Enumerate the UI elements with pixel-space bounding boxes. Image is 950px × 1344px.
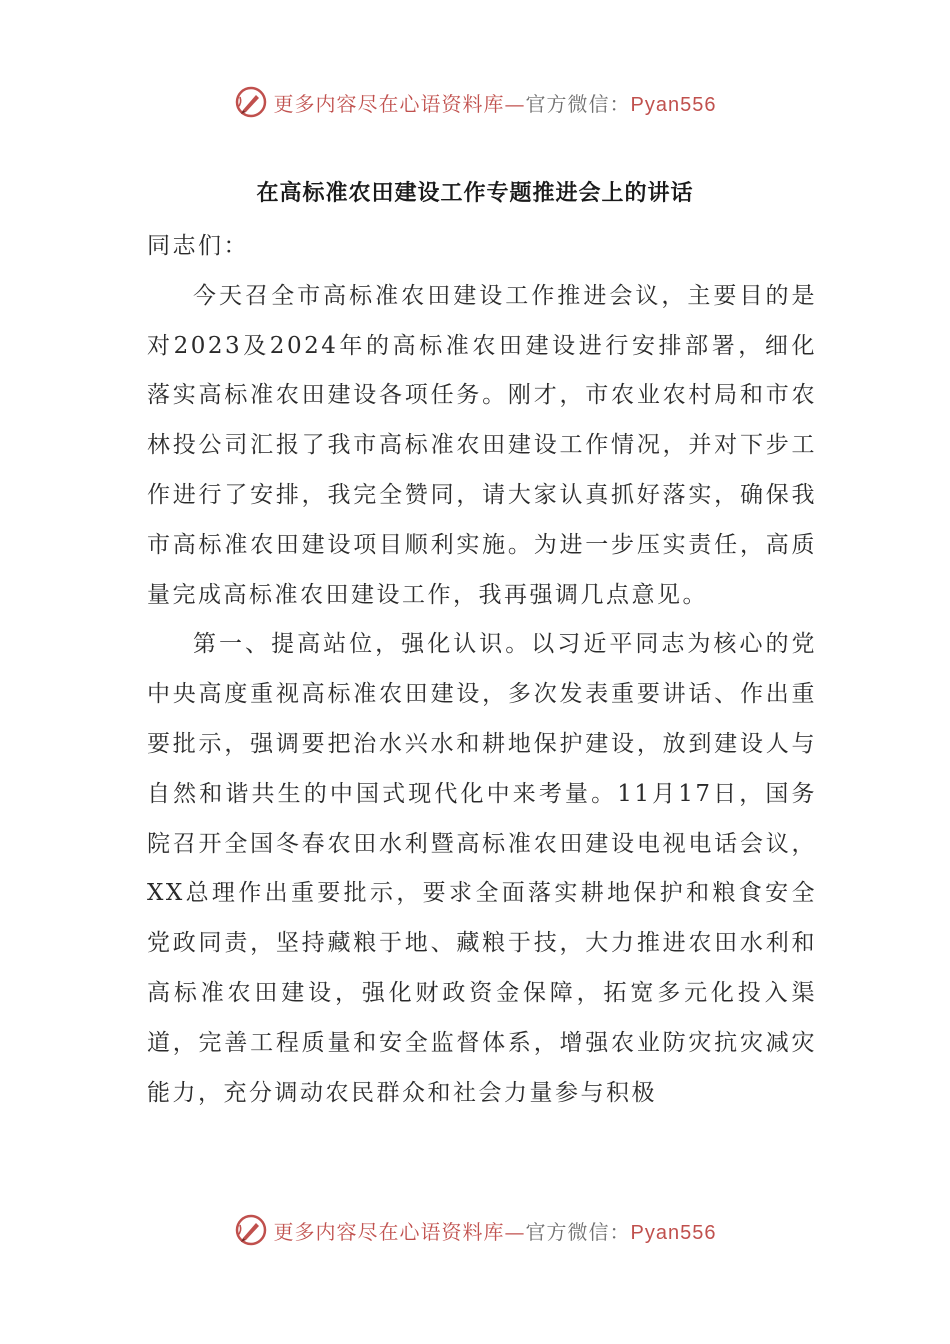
watermark-text xyxy=(274,1216,717,1245)
paragraph-1: 今天召全市高标准农田建设工作推进会议，主要目的是对2023及2024年的高标准农田建设进行安排部署，细化落实高标准农田建设各项任务。刚才，市农业农村局和市农林投公司汇报了我市高标准农田建设工作情况，并对下步工作进行了安排，我完全赞同，请大家认真抓好落实，确保我市高标准农田建设项目顺利实施。为进一步压实责任，高质量完成高标准农田建设工作，我再强调几点意见。 xyxy=(147,282,817,608)
document-title: 在高标准农田建设工作专题推进会上的讲话 xyxy=(256,181,694,206)
watermark-dash: — xyxy=(504,91,526,116)
watermark-id: Pyan556 xyxy=(630,93,717,116)
watermark-text xyxy=(274,88,717,117)
paragraph-2: 第一、提高站位，强化认识。以习近平同志为核心的党中央高度重视高标准农田建设，多次发表重要讲话、作出重要批示，强调要把治水兴水和耕地保护建设，放到建设人与自然和谐共生的中国式现代化中来考量。11月17日，国务院召开全国冬春农田水利暨高标准农田建设电视电话会议，XX总理作出重要批示，要求全面落实耕地保护和粮食安全党政同责，坚持藏粮于地、藏粮于技，大力推进农田水利和高标准农田建设，强化财政资金保障，拓宽多元化投入渠道，完善工程质量和安全监督体系，增强农业防灾抗灾减灾能力，充分调动农民群众和社会力量参与积极 xyxy=(147,631,817,1106)
watermark-brand: 更多内容尽在心语资料库 xyxy=(273,91,505,116)
pen-in-circle-icon xyxy=(234,85,268,119)
document-body xyxy=(147,222,817,1118)
watermark-brand: 更多内容尽在心语资料库 xyxy=(273,1219,505,1244)
header-watermark xyxy=(0,82,950,122)
footer-watermark xyxy=(0,1210,950,1250)
watermark-label: 官方微信： xyxy=(525,91,631,116)
pen-in-circle-icon xyxy=(234,1213,268,1247)
salutation: 同志们： xyxy=(147,233,249,259)
watermark-label: 官方微信： xyxy=(525,1219,631,1244)
watermark-dash: — xyxy=(504,1219,526,1244)
watermark-id: Pyan556 xyxy=(630,1221,717,1244)
